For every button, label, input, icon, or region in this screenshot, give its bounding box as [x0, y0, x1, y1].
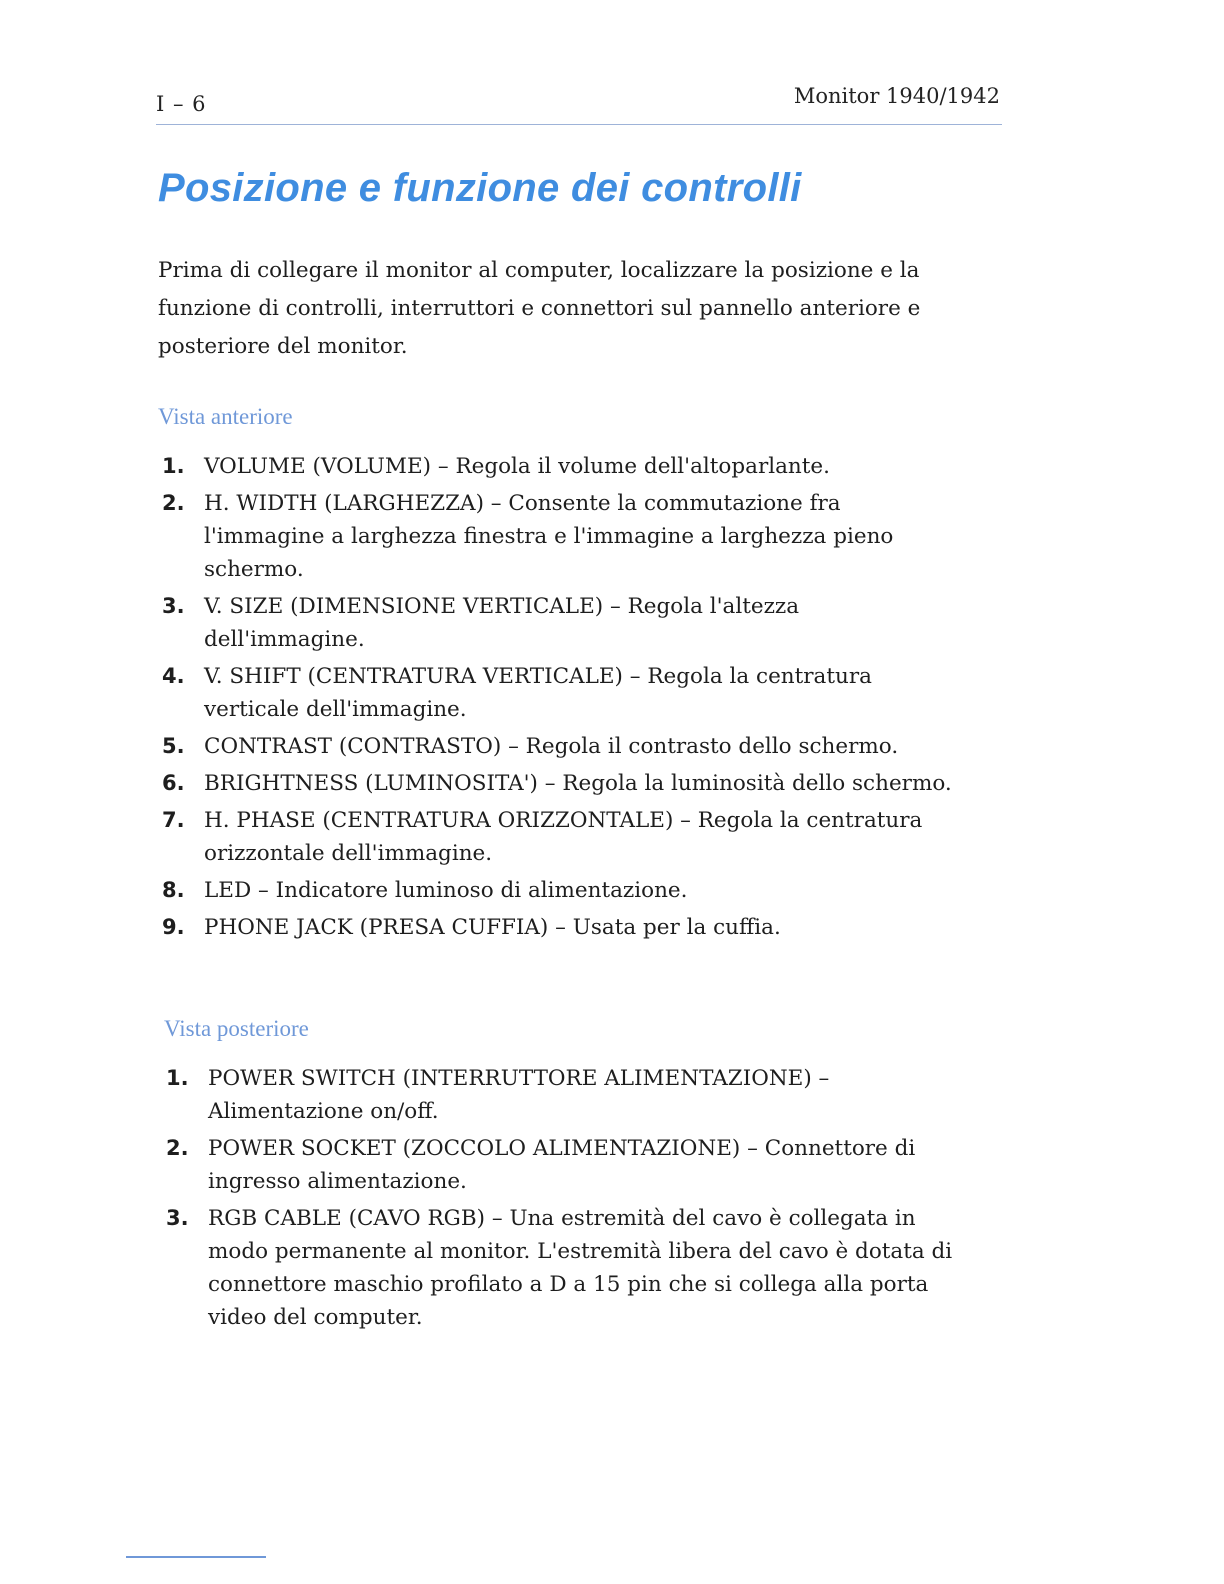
rear-view-list — [166, 1062, 966, 1338]
front-view-list — [162, 450, 962, 948]
page-title: Posizione e funzione dei controlli — [158, 166, 802, 210]
item-text: RGB CABLE (CAVO RGB) – Una estremità del cavo è collegata in modo permanente al monitor. L'estremità libera del cavo è dotata di connettore maschio profilato a D a 15 pin che si collega alla porta video del computer. — [208, 1206, 953, 1330]
item-text: POWER SWITCH (INTERRUTTORE ALIMENTAZIONE) – Alimentazione on/off. — [208, 1066, 830, 1124]
page-header — [156, 84, 1002, 125]
list-item — [162, 660, 962, 726]
list-item — [166, 1132, 966, 1198]
item-number: 9. — [162, 915, 185, 939]
item-number: 3. — [162, 594, 185, 618]
item-text: BRIGHTNESS (LUMINOSITA') – Regola la luminosità dello schermo. — [204, 771, 952, 796]
footer-rule — [126, 1556, 266, 1558]
list-item — [162, 487, 962, 586]
item-text: PHONE JACK (PRESA CUFFIA) – Usata per la cuffia. — [204, 915, 781, 940]
list-item — [162, 590, 962, 656]
item-text: CONTRAST (CONTRASTO) – Regola il contrasto dello schermo. — [204, 734, 899, 759]
item-text: LED – Indicatore luminoso di alimentazione. — [204, 878, 688, 903]
item-text: V. SIZE (DIMENSIONE VERTICALE) – Regola l'altezza dell'immagine. — [204, 594, 800, 652]
item-number: 2. — [162, 491, 185, 515]
item-number: 1. — [162, 454, 185, 478]
item-text: POWER SOCKET (ZOCCOLO ALIMENTAZIONE) – Connettore di ingresso alimentazione. — [208, 1136, 916, 1194]
list-item — [166, 1202, 966, 1334]
list-item — [166, 1062, 966, 1128]
item-text: H. PHASE (CENTRATURA ORIZZONTALE) – Regola la centratura orizzontale dell'immagine. — [204, 808, 923, 866]
intro-paragraph: Prima di collegare il monitor al computer, localizzare la posizione e la funzione di controlli, interruttori e connettori sul pannello anteriore e posteriore del monitor. — [158, 258, 921, 359]
item-number: 5. — [162, 734, 185, 758]
item-number: 8. — [162, 878, 185, 902]
item-number: 3. — [166, 1206, 189, 1230]
page-number: I – 6 — [156, 92, 207, 116]
front-view-heading: Vista anteriore — [158, 404, 293, 429]
list-item — [162, 730, 962, 763]
item-text: V. SHIFT (CENTRATURA VERTICALE) – Regola la centratura verticale dell'immagine. — [204, 664, 872, 722]
item-number: 6. — [162, 771, 185, 795]
item-number: 4. — [162, 664, 185, 688]
item-number: 2. — [166, 1136, 189, 1160]
list-item — [162, 804, 962, 870]
list-item — [162, 911, 962, 944]
item-number: 1. — [166, 1066, 189, 1090]
list-item — [162, 767, 962, 800]
list-item — [162, 450, 962, 483]
list-item — [162, 874, 962, 907]
running-title: Monitor 1940/1942 — [793, 84, 1000, 108]
item-text: H. WIDTH (LARGHEZZA) – Consente la commutazione fra l'immagine a larghezza finestra e l'immagine a larghezza pieno schermo. — [204, 491, 894, 582]
item-number: 7. — [162, 808, 185, 832]
item-text: VOLUME (VOLUME) – Regola il volume dell'altoparlante. — [204, 454, 830, 479]
rear-view-heading: Vista posteriore — [164, 1016, 309, 1041]
